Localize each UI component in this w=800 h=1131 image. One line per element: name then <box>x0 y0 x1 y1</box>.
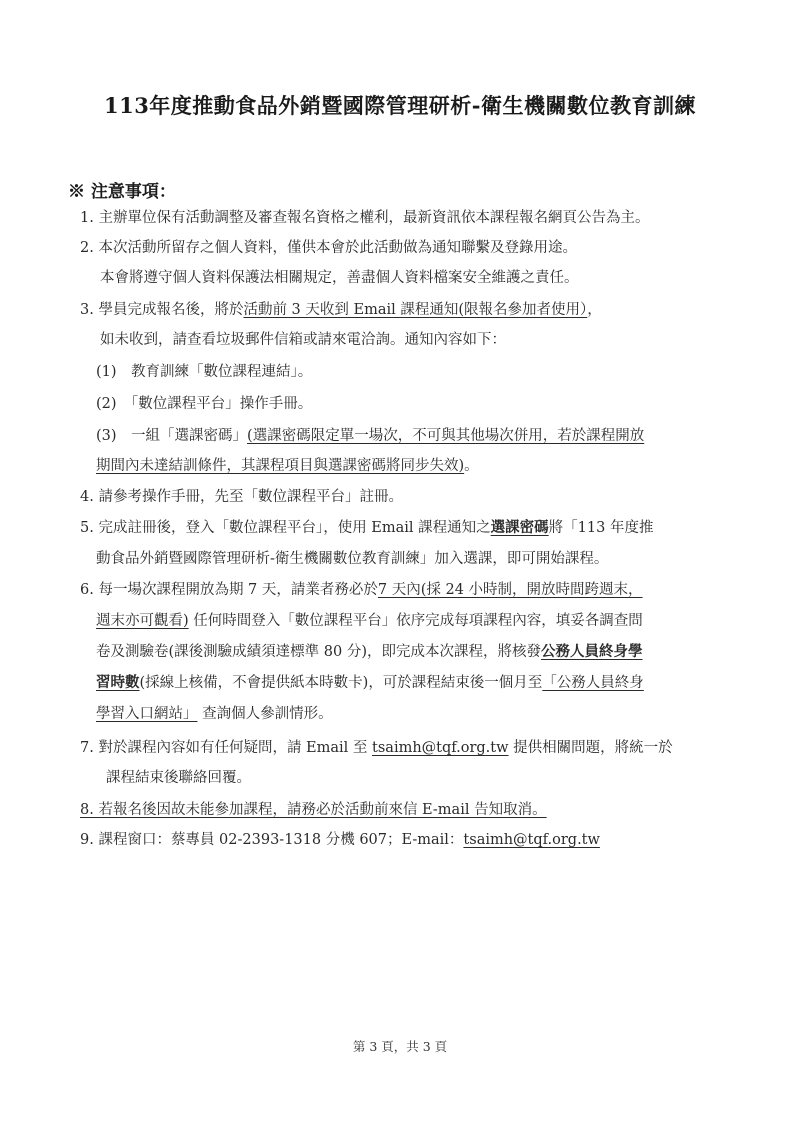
note-text: 卷及測驗卷(課後測驗成績須達標準 80 分)，即完成本次課程，將核發 <box>96 644 541 660</box>
note-item-6-line-2 <box>96 611 643 631</box>
document-title: 113年度推動食品外銷暨國際管理研析-衛生機關數位教育訓練 <box>103 93 697 118</box>
note-item-6-line-1 <box>80 580 643 600</box>
note-item-2-line-2: 本會將遵守個人資料保護法相關規定，善盡個人資料檔案安全維護之責任。 <box>100 270 579 286</box>
note-item-9 <box>80 830 600 850</box>
page-footer: 第 3 頁，共 3 頁 <box>352 1039 448 1054</box>
note-item-7-line-1 <box>80 738 673 758</box>
note-item-6-line-5 <box>96 704 333 724</box>
note-item-3-sub-1: (1) 教育訓練「數位課程連結」。 <box>96 364 313 380</box>
bold-underlined-text: 公務人員終身學 <box>540 643 643 660</box>
note-item-1: 1. 主辦單位保有活動調整及審查報名資格之權利，最新資訊依本課程報名網頁公告為主。 <box>80 210 650 226</box>
note-text: 查詢個人參訓情形。 <box>202 706 333 722</box>
underlined-text: 7 天內(採 24 小時制，開放時間跨週末， <box>377 582 643 598</box>
note-text: 7. 對於課程內容如有任何疑問，請 Email 至 <box>80 740 368 756</box>
note-text: 9. 課程窗口：蔡專員 02-2393-1318 分機 607；E-mail： <box>80 832 464 848</box>
note-item-5-line-1 <box>80 518 653 538</box>
note-item-3-line-2: 如未收到，請查看垃圾郵件信箱或請來電洽詢。通知內容如下： <box>100 332 506 348</box>
note-item-5-line-2: 動食品外銷暨國際管理研析-衛生機關數位教育訓練」加入選課，即可開始課程。 <box>96 551 609 567</box>
bold-underlined-text: 習時數 <box>96 674 140 691</box>
note-item-6-line-4 <box>96 673 644 693</box>
email-link[interactable]: tsaimh@tqf.org.tw <box>372 740 509 756</box>
underlined-text: (選課密碼限定單一場次，不可與其他場次併用，若於課程開放 <box>247 428 645 444</box>
notes-heading: ※ 注意事項： <box>68 182 176 202</box>
note-item-3-sub-3-line-1 <box>96 426 644 446</box>
note-item-8: 8. 若報名後因故未能參加課程，請務必於活動前來信 E-mail 告知取消。 <box>80 802 547 818</box>
note-text: 將「113 年度推 <box>548 520 654 536</box>
note-text: 。 <box>464 458 479 474</box>
note-item-2-line-1: 2. 本次活動所留存之個人資料，僅供本會於此活動做為通知聯繫及登錄用途。 <box>80 240 577 256</box>
email-link[interactable]: tsaimh@tqf.org.tw <box>463 832 600 848</box>
note-text: 5. 完成註冊後，登入「數位課程平台」，使用 Email 課程通知之 <box>80 520 491 536</box>
underlined-text: 期間內未達結訓條件，其課程項目與選課密碼將同步失效) <box>96 458 465 474</box>
bold-underlined-text: 選課密碼 <box>490 519 549 536</box>
underlined-text: 週末亦可觀看) <box>96 613 189 629</box>
underlined-text: 活動前 3 天收到 Email 課程通知(限報名參加者使用） <box>243 302 588 318</box>
note-item-6-line-3 <box>96 642 642 662</box>
note-text: 任何時間登入「數位課程平台」依序完成每項課程內容，填妥各調查問 <box>193 613 643 629</box>
note-text: (3) 一組「選課密碼」 <box>96 428 248 444</box>
note-text: 3. 學員完成報名後，將於 <box>80 302 244 318</box>
note-item-4: 4. 請參考操作手冊，先至「數位課程平台」註冊。 <box>80 489 403 505</box>
note-text: (採線上核備，不會提供紙本時數卡)，可於課程結束後一個月至 <box>139 675 543 691</box>
underlined-text: 學習入口網站」 <box>96 706 198 722</box>
underlined-text: 「公務人員終身 <box>542 675 644 691</box>
note-item-7-line-2: 課程結束後聯絡回覆。 <box>106 770 251 786</box>
note-item-3-sub-3-line-2 <box>96 456 479 476</box>
note-item-3-line-1 <box>80 300 602 320</box>
note-text: 6. 每一場次課程開放為期 7 天，請業者務必於 <box>80 582 378 598</box>
note-text: ， <box>587 302 602 318</box>
note-item-3-sub-2: (2) 「數位課程平台」操作手冊。 <box>96 396 313 412</box>
note-text: 提供相關問題，將統一於 <box>513 740 673 756</box>
